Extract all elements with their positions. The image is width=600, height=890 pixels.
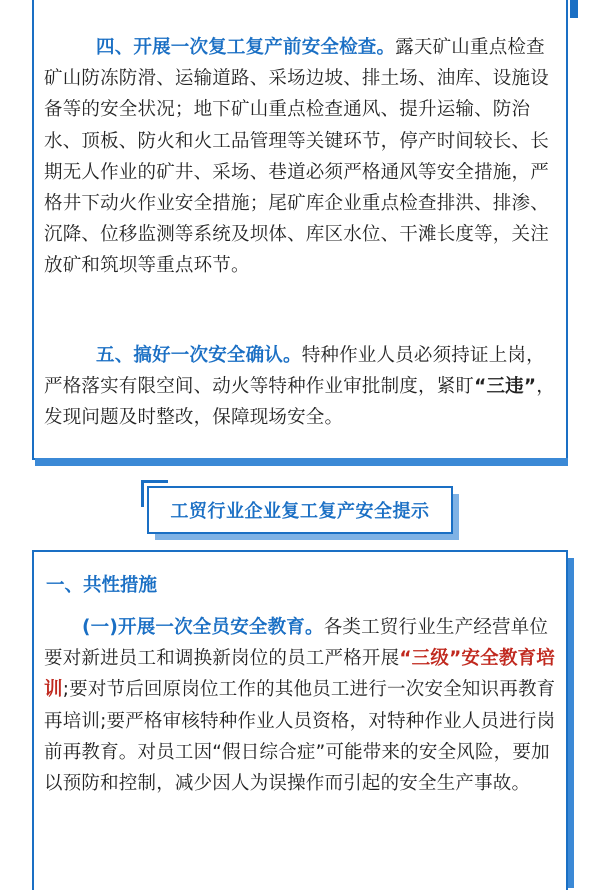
item-1-body-before: 各类工贸行业生产经营单位要对新进员工和调换新岗位的员工严格开展 — [44, 617, 549, 670]
section-5-paragraph — [44, 340, 556, 434]
item-1-paragraph — [44, 612, 556, 799]
item-1-heading: (一)开展一次全员安全教育。 — [82, 617, 324, 638]
banner-corner-bracket — [141, 480, 168, 507]
section-5-body-before: 特种作业人员必须持证上岗，严格落实有限空间、动火等特种作业审批制度，紧盯 — [44, 345, 545, 398]
section-5-heading: 五、搞好一次安全确认。 — [96, 345, 302, 366]
section-4-paragraph — [44, 32, 556, 282]
corner-accent — [570, 0, 578, 18]
item-1-body-after: ;要对节后回原岗位工作的其他员工进行一次安全知识再教育再培训;要严格审核特种作业人员资格，对特种作业人员进行岗前再教育。对员工因“假日综合症”可能带来的安全风险，要加以预防和控制，减少因人为误操作而引起的安全生产事故。 — [44, 679, 556, 795]
lower-box-shadow — [568, 558, 574, 888]
common-measures-heading: 一、共性措施 — [46, 575, 158, 596]
section-4-heading: 四、开展一次复工复产前安全检查。 — [96, 37, 396, 58]
section-5-body-after: ，发现问题及时整改，保障现场安全。 — [44, 376, 555, 429]
three-violations-highlight: “三违” — [474, 376, 537, 398]
item-1-red-highlight: “三级”安全教育培训 — [44, 648, 555, 701]
section-4-body: 露天矿山重点检查矿山防冻防滑、运输道路、采场边坡、排土场、油库、设施设备等的安全状况；地下矿山重点检查通风、提升运输、防治水、顶板、防火和火工品管理等关键环节，停产时间较长、长期无人作业的矿井、采场、巷道必须严格通风等安全措施，严格井下动火作业安全措施；尾矿库企业重点检查排洪、排渗、沉降、位移监测等系统及坝体、库区水位、干滩长度等，关注放矿和筑坝等重点环节。 — [44, 37, 549, 277]
banner-shadow-bottom — [155, 534, 459, 540]
banner-title: 工贸行业企业复工复产安全提示 — [170, 501, 430, 522]
upper-box-shadow — [35, 458, 568, 466]
section-banner — [147, 486, 453, 534]
